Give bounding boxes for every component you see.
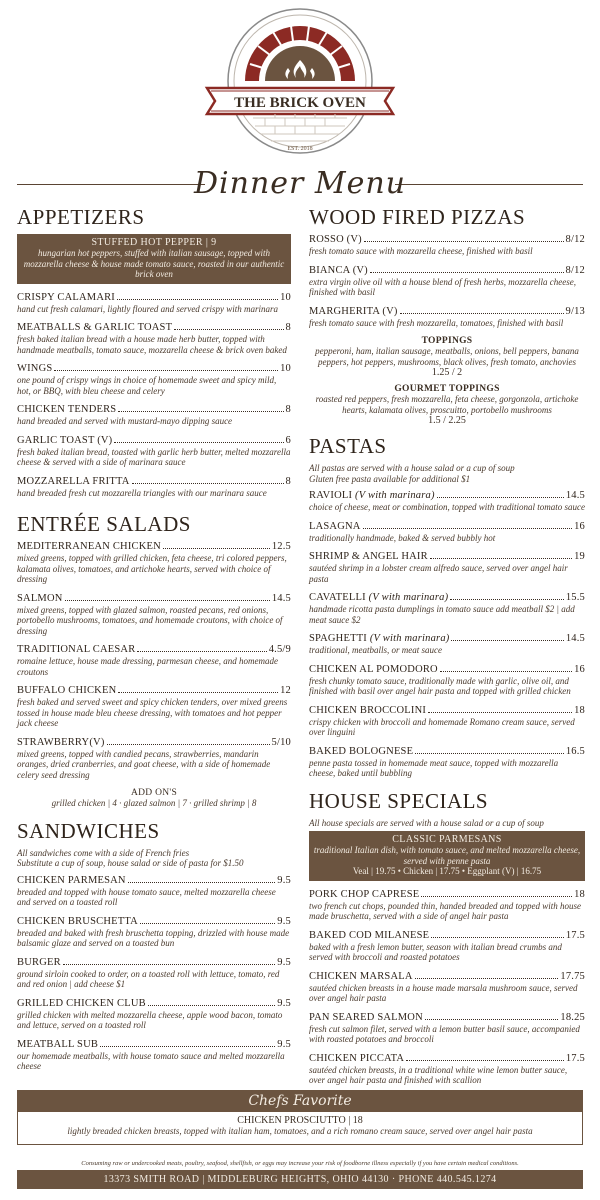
pastas-note-1: All pastas are served with a house salad or a cup of soup bbox=[309, 463, 515, 473]
leader-dots bbox=[118, 692, 278, 693]
item-name: GRILLED CHICKEN CLUB bbox=[17, 997, 146, 1009]
item-name: CAVATELLI bbox=[309, 592, 366, 603]
leader-dots bbox=[425, 1019, 559, 1020]
item-desc: traditionally handmade, baked & served bubbly hot bbox=[309, 532, 496, 543]
menu-item bbox=[309, 1012, 585, 1045]
menu-item bbox=[17, 957, 291, 990]
leader-dots bbox=[132, 483, 284, 484]
leader-dots bbox=[415, 978, 559, 979]
item-name: CHICKEN BRUSCHETTA bbox=[17, 915, 138, 927]
page-title: Dinner Menu bbox=[193, 166, 407, 201]
item-name: CHICKEN TENDERS bbox=[17, 404, 117, 415]
item-name: MEATBALL SUB bbox=[17, 1038, 99, 1050]
item-name: SPAGHETTI bbox=[309, 633, 368, 644]
sandwiches-note-1: All sandwiches come with a side of French fries bbox=[17, 847, 190, 858]
chefs-favorite-body bbox=[17, 1112, 583, 1145]
item-name: ROSSO (V) bbox=[309, 234, 362, 245]
gourmet-toppings-list: roasted red peppers, fresh mozzarella, feta cheese, gorgonzola, artichoke hearts, kalamata olives, proscuitto, portobello mushrooms bbox=[315, 394, 579, 415]
menu-item bbox=[17, 322, 291, 355]
menu-item bbox=[17, 292, 291, 315]
item-desc: fresh tomato sauce with fresh mozzarella, tomatoes, finished with basil bbox=[309, 317, 564, 328]
item-name: BUFFALO CHICKEN bbox=[17, 685, 117, 696]
leader-dots bbox=[128, 882, 276, 883]
item-name: MEATBALLS & GARLIC TOAST bbox=[17, 322, 173, 333]
appetizers-heading: APPETIZERS bbox=[17, 205, 145, 229]
item-variant: (V with marinara) bbox=[365, 592, 449, 603]
item-price: 6 bbox=[285, 434, 291, 446]
item-name: MOZZARELLA FRITTA bbox=[17, 475, 130, 487]
pastas-note-2: Gluten free pasta available for additional $1 bbox=[309, 473, 471, 484]
leader-dots bbox=[415, 753, 564, 754]
leader-dots bbox=[118, 411, 283, 412]
item-name: TRADITIONAL CAESAR bbox=[17, 644, 136, 655]
item-price: 8 bbox=[285, 404, 291, 415]
item-desc: choice of cheese, meat or combination, topped with traditional tomato sauce bbox=[309, 502, 585, 512]
specials-list bbox=[309, 889, 585, 1086]
item-name: BAKED BOLOGNESE bbox=[309, 745, 414, 757]
logo-est: EST. 2018 bbox=[287, 146, 313, 152]
item-name: LASAGNA bbox=[309, 520, 361, 532]
menu-item bbox=[309, 705, 585, 738]
leader-dots bbox=[450, 599, 564, 600]
salad-list bbox=[17, 541, 291, 780]
leader-dots bbox=[431, 937, 564, 938]
chefs-favorite bbox=[17, 1090, 583, 1150]
leader-dots bbox=[65, 600, 270, 601]
item-name: BIANCA (V) bbox=[309, 264, 368, 276]
menu-item bbox=[17, 404, 291, 427]
item-name: BAKED COD MILANESE bbox=[309, 929, 430, 941]
logo bbox=[195, 6, 405, 156]
item-price: 5/10 bbox=[271, 736, 291, 748]
brick-oven-logo-graphic bbox=[195, 6, 405, 156]
gourmet-toppings-heading: GOURMET TOPPINGS bbox=[394, 384, 500, 394]
appetizer-feature-box bbox=[17, 234, 291, 284]
menu-item bbox=[17, 363, 291, 396]
item-price: 12 bbox=[280, 685, 291, 696]
pizzas-heading: WOOD FIRED PIZZAS bbox=[309, 205, 526, 229]
menu-item bbox=[309, 521, 585, 544]
item-desc: hand breaded and served with mustard-mayo dipping sauce bbox=[17, 416, 233, 426]
item-price: 9/13 bbox=[565, 305, 585, 317]
logo-name: THE BRICK OVEN bbox=[234, 95, 366, 111]
menu-item bbox=[309, 306, 585, 329]
item-desc: our homemade meatballs, with house tomato sauce and melted mozzarella cheese bbox=[17, 1050, 285, 1071]
food-safety-disclaimer: Consuming raw or undercooked meats, poultry, seafood, shellfish, or eggs may increase your risk of foodborne illness especially if you have certain medical conditions. bbox=[81, 1160, 519, 1167]
leader-dots bbox=[107, 744, 270, 745]
item-desc: fresh baked italian bread with a house made herb butter, topped with handmade meatballs, tomato sauce, mozzarella cheese & brick oven baked bbox=[17, 334, 287, 355]
leader-dots bbox=[63, 964, 275, 965]
specials-feature-desc: traditional Italian dish, with tomato sauce, and melted mozzarella cheese, served with penne pasta bbox=[313, 845, 581, 866]
sandwiches-note bbox=[17, 848, 291, 869]
addons-heading: ADD ON'S bbox=[130, 788, 178, 798]
item-name: GARLIC TOAST (V) bbox=[17, 434, 113, 446]
item-desc: sautéed chicken breasts, in a traditional white wine lemon butter sauce, over angel hair pasta and finished with scallion bbox=[309, 1064, 568, 1085]
item-price: 16 bbox=[574, 663, 585, 675]
item-desc: ground sirloin cooked to order, on a toasted roll with lettuce, tomato, red and red onion | add cheese $1 bbox=[17, 968, 280, 989]
leader-dots bbox=[406, 1060, 564, 1061]
item-price: 18.25 bbox=[560, 1011, 585, 1023]
item-desc: handmade ricotta pasta dumplings in tomato sauce add meatball $2 | add meat sauce $2 bbox=[309, 604, 575, 625]
menu-item bbox=[309, 633, 585, 656]
item-desc: extra virgin olive oil with a house blend of fresh herbs, mozzarella cheese, finished with basil bbox=[309, 276, 576, 297]
item-price: 9.5 bbox=[277, 915, 291, 927]
salad-addons bbox=[17, 788, 291, 809]
item-desc: sautéed chicken breasts in a house made marsala mushroom sauce, served over angel hair pasta bbox=[309, 982, 578, 1003]
item-price: 8/12 bbox=[565, 264, 585, 276]
item-price: 9.5 bbox=[277, 1038, 291, 1050]
addons-list: grilled chicken | 4 · glazed salmon | 7 · grilled shrimp | 8 bbox=[51, 798, 257, 808]
pastas-heading: PASTAS bbox=[309, 434, 387, 458]
menu-item bbox=[17, 476, 291, 499]
item-name: CHICKEN AL POMODORO bbox=[309, 663, 438, 675]
leader-dots bbox=[140, 923, 275, 924]
menu-item bbox=[309, 551, 585, 584]
item-name: CHICKEN MARSALA bbox=[309, 970, 413, 982]
page-title-bar bbox=[0, 164, 600, 204]
item-price: 9.5 bbox=[277, 956, 291, 968]
item-desc: fresh baked italian bread, toasted with garlic herb butter, melted mozzarella cheese & served with a side of marinara sauce bbox=[17, 446, 291, 467]
leader-dots bbox=[430, 558, 572, 559]
item-price: 17.5 bbox=[565, 929, 585, 941]
menu-item bbox=[17, 998, 291, 1031]
menu-item bbox=[309, 265, 585, 298]
item-desc: sautéed shrimp in a lobster cream alfredo sauce, served over angel hair pasta bbox=[309, 563, 568, 584]
item-desc: fresh cut salmon filet, served with a lemon butter basil sauce, accompanied with roasted potatoes and broccoli bbox=[309, 1023, 580, 1044]
item-desc: hand breaded fresh cut mozzarella triangles with our marinara sauce bbox=[17, 487, 267, 498]
item-desc: breaded and baked with fresh bruschetta topping, drizzled with house made balsamic glaze and served on a toasted bun bbox=[17, 927, 290, 948]
item-desc: penne pasta tossed in homemade meat sauce, topped with mozzarella cheese, baked until bubbling bbox=[309, 757, 559, 778]
item-price: 14.5 bbox=[565, 633, 585, 644]
specials-feature-name: CLASSIC PARMESANS bbox=[392, 834, 502, 845]
item-name: BURGER bbox=[17, 956, 61, 968]
chefs-favorite-desc: lightly breaded chicken breasts, topped with italian ham, tomatoes, and a rich romano cream sauce, served over angel hair pasta bbox=[67, 1126, 533, 1136]
item-price: 12.5 bbox=[271, 541, 291, 552]
leader-dots bbox=[54, 370, 278, 371]
leader-dots bbox=[174, 329, 283, 330]
leader-dots bbox=[148, 1005, 275, 1006]
menu-item bbox=[17, 644, 291, 677]
appetizer-list bbox=[17, 292, 291, 499]
pasta-list bbox=[309, 490, 585, 779]
sandwich-list bbox=[17, 875, 291, 1072]
item-desc: romaine lettuce, house made dressing, parmesan cheese, and homemade croutons bbox=[17, 656, 279, 677]
leader-dots bbox=[437, 497, 564, 498]
item-price: 15.5 bbox=[565, 592, 585, 603]
item-price: 10 bbox=[280, 291, 291, 303]
sandwiches-note-2: Substitute a cup of soup, house salad or side of pasta for $1.50 bbox=[17, 858, 244, 868]
leader-dots bbox=[137, 651, 266, 652]
left-column bbox=[17, 205, 291, 1080]
pastas-note bbox=[309, 463, 585, 484]
item-desc: fresh tomato sauce with mozzarella cheese, finished with basil bbox=[309, 246, 533, 256]
item-price: 18 bbox=[574, 888, 585, 900]
menu-item bbox=[17, 593, 291, 637]
appetizer-feature-name: STUFFED HOT PEPPER | 9 bbox=[91, 237, 217, 248]
item-variant: (V with marinara) bbox=[352, 490, 435, 501]
item-desc: mixed greens, topped with candied pecans, strawberries, mandarin oranges, dried cranberries, and goat cheese, with a side of homemade celery seed dressing bbox=[17, 748, 271, 780]
leader-dots bbox=[163, 548, 270, 549]
specials-note: All house specials are served with a house salad or a cup of soup bbox=[309, 817, 544, 828]
item-desc: crispy chicken with broccoli and homemade Romano cream sauce, served over linguini bbox=[309, 716, 575, 737]
appetizer-feature-desc: hungarian hot peppers, stuffed with italian sausage, topped with mozzarella cheese & house made tomato sauce, roasted in our authentic brick oven bbox=[23, 248, 285, 279]
item-name: WINGS bbox=[17, 363, 53, 374]
chefs-favorite-name: CHICKEN PROSCIUTTO | 18 bbox=[237, 1115, 363, 1126]
menu-item bbox=[17, 685, 291, 729]
item-name: CHICKEN PICCATA bbox=[309, 1052, 405, 1064]
item-name: MARGHERITA (V) bbox=[309, 305, 398, 317]
leader-dots bbox=[117, 299, 278, 300]
item-price: 16.5 bbox=[565, 745, 585, 757]
item-name: SALMON bbox=[17, 592, 63, 604]
item-name: PORK CHOP CAPRESE bbox=[309, 888, 420, 900]
item-name: STRAWBERRY(V) bbox=[17, 736, 105, 748]
toppings-list: pepperoni, ham, italian sausage, meatballs, onions, bell peppers, banana peppers, hot peppers, mushrooms, black olives, fresh tomato, anchovies bbox=[315, 346, 579, 367]
item-desc: traditional, meatballs, or meat sauce bbox=[309, 645, 442, 655]
leader-dots bbox=[364, 241, 564, 242]
leader-dots bbox=[100, 1046, 275, 1047]
item-desc: hand cut fresh calamari, lightly floured and served crispy with marinara bbox=[17, 303, 279, 314]
item-name: CRISPY CALAMARI bbox=[17, 291, 116, 303]
menu-item bbox=[17, 541, 291, 585]
item-price: 17.75 bbox=[560, 970, 585, 982]
item-desc: fresh chunky tomato sauce, traditionally made with garlic, olive oil, and finished with basil over angel hair pasta and topped with grilled chicken bbox=[309, 675, 571, 696]
item-desc: fresh baked and served sweet and spicy chicken tenders, over mixed greens tossed in house made bleu cheese dressing, with tomatoes and hot pepper jack cheese bbox=[17, 697, 288, 728]
right-column bbox=[309, 205, 585, 1094]
item-desc: mixed greens, topped with grilled chicken, feta cheese, tri colored peppers, kalamata olives, tomatoes, and artichoke hearts, served with choice of dressing bbox=[17, 553, 287, 584]
item-price: 14.5 bbox=[565, 490, 585, 501]
address-footer: 13373 SMITH ROAD | MIDDLEBURG HEIGHTS, OHIO 44130 · PHONE 440.545.1274 bbox=[17, 1170, 583, 1189]
menu-item bbox=[309, 930, 585, 963]
menu-item bbox=[309, 971, 585, 1004]
item-price: 17.5 bbox=[565, 1052, 585, 1064]
menu-item bbox=[309, 889, 585, 922]
item-name: CHICKEN BROCCOLINI bbox=[309, 704, 427, 716]
menu-item bbox=[17, 1039, 291, 1072]
item-name: PAN SEARED SALMON bbox=[309, 1011, 423, 1023]
pizza-list bbox=[309, 234, 585, 328]
menu-item bbox=[309, 1053, 585, 1086]
menu-item bbox=[17, 435, 291, 468]
menu-item bbox=[17, 916, 291, 949]
item-price: 16 bbox=[574, 520, 585, 532]
item-name: MEDITERRANEAN CHICKEN bbox=[17, 541, 161, 552]
menu-item bbox=[309, 592, 585, 625]
item-name: SHRIMP & ANGEL HAIR bbox=[309, 551, 428, 562]
leader-dots bbox=[363, 528, 573, 529]
menu-item bbox=[309, 234, 585, 257]
item-variant: (V with marinara) bbox=[367, 633, 450, 644]
item-name: CHICKEN PARMESAN bbox=[17, 874, 126, 886]
item-desc: mixed greens, topped with glazed salmon, roasted pecans, red onions, portobello mushrooms, tomatoes, and homemade croutons, with choice of dressing bbox=[17, 604, 283, 636]
chefs-favorite-heading: Chefs Favorite bbox=[17, 1090, 583, 1112]
specials-feature-box bbox=[309, 831, 585, 881]
item-desc: two french cut chops, pounded thin, handed breaded and topped with house made bruschetta, served with a side of angel hair pasta bbox=[309, 900, 582, 921]
item-desc: one pound of crispy wings in choice of homemade sweet and spicy mild, hot, or BBQ, with bleu cheese and celery bbox=[17, 375, 277, 396]
menu-item bbox=[17, 875, 291, 908]
item-price: 10 bbox=[280, 363, 291, 374]
item-price: 19 bbox=[574, 551, 585, 562]
salads-heading: ENTRÉE SALADS bbox=[17, 512, 191, 536]
item-desc: breaded and topped with house tomato sauce, melted mozzarella cheese and served on a toasted roll bbox=[17, 886, 276, 907]
item-price: 8 bbox=[285, 475, 291, 487]
menu-item bbox=[309, 490, 585, 513]
leader-dots bbox=[370, 272, 564, 273]
leader-dots bbox=[451, 640, 563, 641]
leader-dots bbox=[421, 896, 572, 897]
menu-item bbox=[309, 664, 585, 697]
menu-item bbox=[17, 737, 291, 781]
specials-feature-prices: Veal | 19.75 • Chicken | 17.75 • Eggplant (V) | 16.75 bbox=[352, 866, 542, 876]
item-desc: grilled chicken with melted mozzarella cheese, apple wood bacon, tomato and lettuce, served on a toasted roll bbox=[17, 1009, 283, 1030]
item-price: 14.5 bbox=[271, 592, 291, 604]
item-price: 9.5 bbox=[277, 997, 291, 1009]
menu-item bbox=[309, 746, 585, 779]
toppings-price: 1.25 / 2 bbox=[431, 367, 463, 378]
item-price: 8 bbox=[285, 322, 291, 333]
specials-heading: HOUSE SPECIALS bbox=[309, 788, 489, 813]
sandwiches-heading: SANDWICHES bbox=[17, 818, 160, 843]
leader-dots bbox=[114, 442, 283, 443]
leader-dots bbox=[400, 313, 564, 314]
item-price: 9.5 bbox=[277, 874, 291, 886]
item-name: RAVIOLI bbox=[309, 490, 353, 501]
item-price: 18 bbox=[574, 704, 585, 716]
item-desc: baked with a fresh lemon butter, season with italian bread crumbs and served with broccoli and roasted potatoes bbox=[309, 941, 562, 962]
item-price: 8/12 bbox=[565, 234, 585, 245]
leader-dots bbox=[428, 712, 572, 713]
item-price: 4.5/9 bbox=[268, 644, 291, 655]
gourmet-toppings-price: 1.5 / 2.25 bbox=[428, 415, 466, 426]
toppings-heading: TOPPINGS bbox=[421, 336, 473, 346]
leader-dots bbox=[440, 671, 572, 672]
